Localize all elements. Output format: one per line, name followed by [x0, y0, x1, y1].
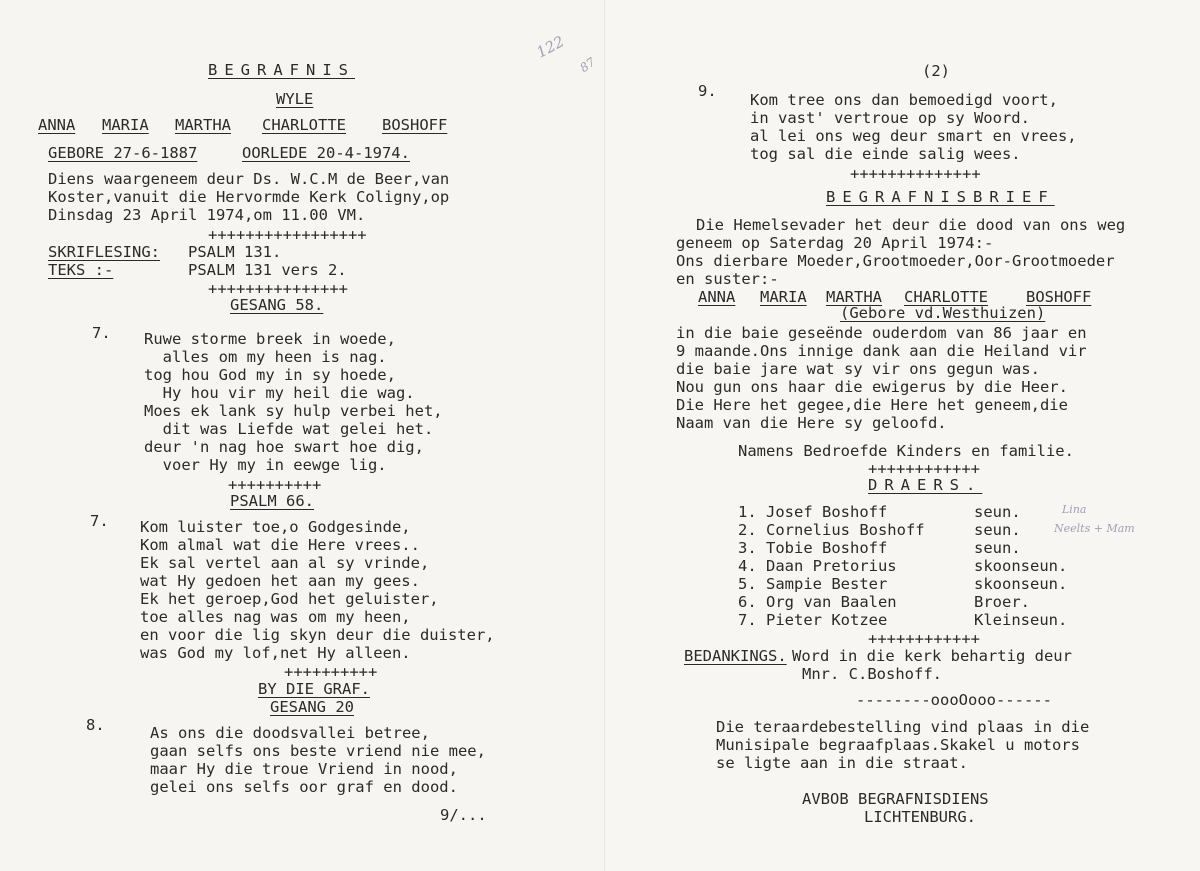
- body-line: 9 maande.Ons innige dank aan die Heiland vir: [676, 342, 1087, 360]
- verse-number: 7.: [92, 324, 111, 342]
- text-label: TEKS :-: [48, 261, 114, 279]
- service-line: Dinsdag 23 April 1974,om 11.00 VM.: [48, 206, 366, 224]
- psalm-line: Kom almal wat die Here vrees..: [140, 536, 420, 554]
- separator: +++++++++++++++: [208, 280, 348, 298]
- burial-line: Munisipale begraafplaas.Skakel u motors: [716, 736, 1080, 754]
- bearer-name: 2. Cornelius Boshoff: [738, 521, 925, 539]
- deceased-name-word-2: MARIA: [760, 288, 807, 306]
- deceased-name-word-5: BOSHOFF: [1026, 288, 1092, 306]
- death-date: OORLEDE 20-4-1974.: [242, 144, 410, 162]
- psalm-line: wat Hy gedoen het aan my gees.: [140, 572, 420, 590]
- bearer-relation: seun.: [974, 521, 1021, 539]
- reading-label: SKRIFLESING:: [48, 243, 160, 261]
- maiden-name: (Gebore vd.Westhuizen): [840, 304, 1046, 322]
- body-line: Nou gun ons haar die ewigerus by die Heer.: [676, 378, 1068, 396]
- on-behalf-line: Namens Bedroefde Kinders en familie.: [738, 442, 1074, 460]
- separator: ++++++++++++: [868, 460, 980, 478]
- hymn-line: alles om my heen is nag.: [144, 348, 387, 366]
- hymn-line: Hy hou vir my heil die wag.: [144, 384, 415, 402]
- thanks-person: Mnr. C.Boshoff.: [802, 665, 942, 683]
- hymn-line: voer Hy my in eewge lig.: [144, 456, 387, 474]
- hymn-line: gaan selfs ons beste vriend nie mee,: [150, 742, 486, 760]
- bearer-name: 4. Daan Pretorius: [738, 557, 897, 575]
- late-label: WYLE: [276, 90, 314, 108]
- verse-number: 9.: [698, 82, 717, 100]
- bearers-title: DRAERS.: [868, 476, 983, 494]
- psalm-line: was God my lof,net Hy alleen.: [140, 644, 411, 662]
- hymn-line: al lei ons weg deur smart en vrees,: [750, 127, 1077, 145]
- deceased-name-word-5: BOSHOFF: [382, 116, 448, 134]
- hymn-line: in vast' vertroue op sy Woord.: [750, 109, 1030, 127]
- hymn-line: gelei ons selfs oor graf en dood.: [150, 778, 458, 796]
- bearer-relation: seun.: [974, 503, 1021, 521]
- psalm-line: toe alles nag was om my heen,: [140, 608, 411, 626]
- bearer-relation: Kleinseun.: [974, 611, 1068, 629]
- notice-line: Die Hemelsevader het deur die dood van ons weg: [696, 216, 1126, 234]
- text-value: PSALM 131 vers 2.: [188, 261, 347, 279]
- birth-date: GEBORE 27-6-1887: [48, 144, 198, 162]
- hymn-line: Moes ek lank sy hulp verbei het,: [144, 402, 443, 420]
- thanks-text: Word in die kerk behartig deur: [792, 647, 1072, 665]
- service-line: Diens waargeneem deur Ds. W.C.M de Beer,van: [48, 170, 450, 188]
- body-line: die baie jare wat sy vir ons gegun was.: [676, 360, 1040, 378]
- hymn-line: tog hou God my in sy hoede,: [144, 366, 396, 384]
- notice-line: en suster:-: [676, 270, 779, 288]
- psalm-title: PSALM 66.: [230, 492, 314, 510]
- body-line: Naam van die Here sy geloofd.: [676, 414, 947, 432]
- deceased-name-word-3: MARTHA: [175, 116, 231, 134]
- body-line: Die Here het gegee,die Here het geneem,die: [676, 396, 1068, 414]
- handwritten-note: Neelts + Mam: [1054, 522, 1135, 535]
- reading-value: PSALM 131.: [188, 243, 282, 261]
- bearer-name: 1. Josef Boshoff: [738, 503, 888, 521]
- verse-number: 7.: [90, 512, 109, 530]
- separator: ++++++++++: [284, 663, 378, 681]
- bearer-relation: skoonseun.: [974, 575, 1068, 593]
- service-line: Koster,vanuit die Hervormde Kerk Coligny,op: [48, 188, 450, 206]
- hymn-title: GESANG 20: [270, 698, 354, 716]
- hymn-line: deur 'n nag hoe swart hoe dig,: [144, 438, 424, 456]
- bearer-relation: Broer.: [974, 593, 1030, 611]
- undertaker-town: LICHTENBURG.: [864, 808, 976, 826]
- hymn-line: As ons die doodsvallei betree,: [150, 724, 430, 742]
- funeral-notice-title: BEGRAFNISBRIEF: [826, 188, 1055, 206]
- grave-heading: BY DIE GRAF.: [258, 680, 370, 698]
- bearer-name: 6. Org van Baalen: [738, 593, 897, 611]
- hymn-title: GESANG 58.: [230, 296, 324, 314]
- separator: ++++++++++: [228, 476, 322, 494]
- undertaker-name: AVBOB BEGRAFNISDIENS: [802, 790, 989, 808]
- psalm-line: en voor die lig skyn deur die duister,: [140, 626, 495, 644]
- separator: +++++++++++++++++: [208, 226, 367, 244]
- hymn-line: Ruwe storme breek in woede,: [144, 330, 396, 348]
- psalm-line: Ek het geroep,God het geluister,: [140, 590, 439, 608]
- notice-line: geneem op Saterdag 20 April 1974:-: [676, 234, 994, 252]
- psalm-line: Ek sal vertel aan al sy vrinde,: [140, 554, 430, 572]
- bearer-name: 7. Pieter Kotzee: [738, 611, 888, 629]
- deceased-name-word-3: MARTHA: [826, 288, 882, 306]
- hymn-line: tog sal die einde salig wees.: [750, 145, 1021, 163]
- funeral-title: BEGRAFNIS: [208, 61, 355, 79]
- thanks-label: BEDANKINGS.: [684, 647, 787, 665]
- hymn-line: maar Hy die troue Vriend in nood,: [150, 760, 458, 778]
- bearer-relation: skoonseun.: [974, 557, 1068, 575]
- deceased-name-word-1: ANNA: [38, 116, 76, 134]
- hymn-line: Kom tree ons dan bemoedigd voort,: [750, 91, 1058, 109]
- continued-marker: 9/...: [440, 806, 487, 824]
- page-number: (2): [922, 62, 950, 80]
- burial-line: se ligte aan in die straat.: [716, 754, 968, 772]
- deceased-name-word-2: MARIA: [102, 116, 149, 134]
- hymn-line: dit was Liefde wat gelei het.: [144, 420, 434, 438]
- separator: ++++++++++++++: [850, 165, 981, 183]
- bearer-relation: seun.: [974, 539, 1021, 557]
- body-line: in die baie geseënde ouderdom van 86 jaar en: [676, 324, 1087, 342]
- deceased-name-word-4: CHARLOTTE: [262, 116, 346, 134]
- deceased-name-word-4: CHARLOTTE: [904, 288, 988, 306]
- deceased-name-word-1: ANNA: [698, 288, 736, 306]
- psalm-line: Kom luister toe,o Godgesinde,: [140, 518, 411, 536]
- handwritten-note: Lina: [1062, 503, 1087, 516]
- handwritten-note: 87: [577, 54, 598, 76]
- divider: --------oooOooo------: [856, 691, 1052, 709]
- right-page: [606, 0, 1200, 871]
- verse-number: 8.: [86, 716, 105, 734]
- bearer-name: 5. Sampie Bester: [738, 575, 888, 593]
- separator: ++++++++++++: [868, 630, 980, 648]
- burial-line: Die teraardebestelling vind plaas in die: [716, 718, 1090, 736]
- notice-line: Ons dierbare Moeder,Grootmoeder,Oor-Grootmoeder: [676, 252, 1115, 270]
- handwritten-note: 122: [533, 32, 568, 62]
- bearer-name: 3. Tobie Boshoff: [738, 539, 888, 557]
